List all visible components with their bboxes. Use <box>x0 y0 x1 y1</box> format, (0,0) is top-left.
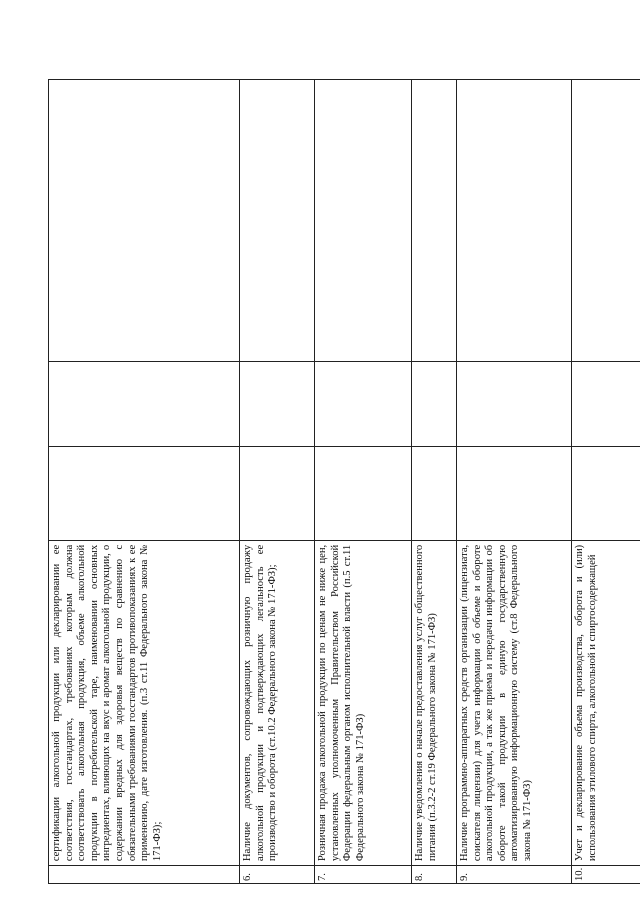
requirement-text: сертификации алкогольной продукции или декларировании ее соответствия, госстандартах, требованиях которым должна соответствовать алкогольная продукция, объеме алкогольной продукции в потребительской таре, наименовании основных ингредиентах, влияющих на вкус и аромат алкогольной продукции, о содержании вредных для здоровья веществ по сравнению с обязательными требованиями госстандартов противопоказаниях к ее применению, дате изготовления. (п.3 ст.11 Федерального закона № 171-ФЗ); <box>49 540 240 865</box>
requirement-text: Наличие уведомления о начале предоставления услуг общественного питания (п.3.2-2 ст.19 Федерального закона № 171-ФЗ) <box>412 540 457 865</box>
empty-cell <box>49 362 240 447</box>
row-number: 10. <box>572 866 640 884</box>
row-number <box>49 866 240 884</box>
empty-cell <box>457 447 572 540</box>
empty-cell <box>457 362 572 447</box>
empty-cell <box>240 80 315 362</box>
empty-cell <box>457 80 572 362</box>
empty-cell <box>315 80 412 362</box>
empty-cell <box>572 362 640 447</box>
empty-cell <box>240 447 315 540</box>
requirement-text: Учет и декларирование объема производства, оборота и (или) использования этилового спирта, алкогольной и спиртосодержащей <box>572 540 640 865</box>
row-number: 6. <box>240 866 315 884</box>
checklist-table <box>48 79 640 884</box>
table-row <box>457 80 572 884</box>
row-number: 7. <box>315 866 412 884</box>
row-number: 8. <box>412 866 457 884</box>
row-number: 9. <box>457 866 572 884</box>
empty-cell <box>572 447 640 540</box>
table-row <box>572 80 640 884</box>
table-row <box>49 80 240 884</box>
table-row <box>315 80 412 884</box>
empty-cell <box>49 80 240 362</box>
empty-cell <box>412 80 457 362</box>
rotated-table-container <box>48 79 630 884</box>
empty-cell <box>412 447 457 540</box>
requirement-text: Наличие программно-аппаратных средств организации (лицензиата, соискателя лицензии) для учета информации об объеме и обороте алкогольной продукции, а так же приема и передачи информации об обороте такой продукции в единую государственную автоматизированную информационную систему (ст.8 Федерального закона № 171-ФЗ) <box>457 540 572 865</box>
table-row <box>412 80 457 884</box>
empty-cell <box>240 362 315 447</box>
requirement-text: Наличие документов, сопровождающих розничную продажу алкогольной продукции и подтверждающих легальность ее производство и оборота (ст.10.2 Федерального закона № 171-ФЗ); <box>240 540 315 865</box>
requirement-text: Розничная продажа алкогольной продукции по ценам не ниже цен, установленных уполномоченным Правительством Российской Федерации федеральным органом исполнительной власти (п.5 ст.11 Федерального закона № 171-ФЗ) <box>315 540 412 865</box>
empty-cell <box>315 447 412 540</box>
empty-cell <box>572 80 640 362</box>
empty-cell <box>412 362 457 447</box>
empty-cell <box>49 447 240 540</box>
empty-cell <box>315 362 412 447</box>
table-row <box>240 80 315 884</box>
